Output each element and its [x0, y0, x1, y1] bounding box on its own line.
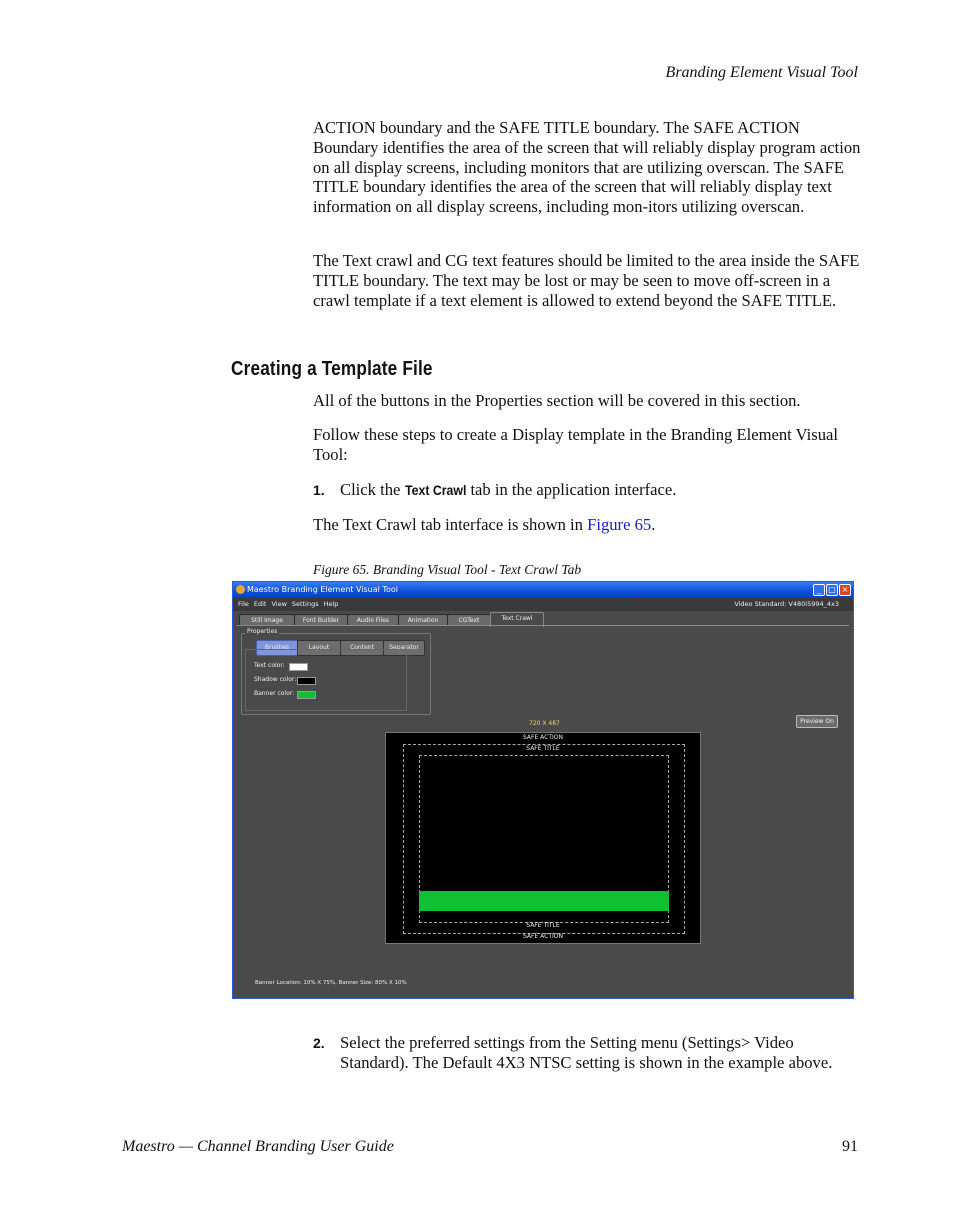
body-paragraph-1 [313, 118, 861, 217]
app-window [232, 581, 854, 999]
section-intro: All of the buttons in the Properties section will be covered in this section. [313, 391, 801, 410]
safe-action-bottom-label: SAFE ACTION [522, 933, 563, 940]
banner-color-swatch[interactable] [297, 691, 316, 699]
layout-button[interactable]: Layout [297, 640, 341, 656]
step-text: Click the [340, 480, 405, 499]
body-paragraph-2 [313, 251, 861, 310]
resolution-label: 720 X 487 [529, 720, 560, 727]
minimize-button[interactable]: _ [813, 584, 825, 596]
tab-font-builder[interactable]: Font Builder [294, 614, 348, 626]
banner-color-label: Banner color: [254, 690, 295, 697]
step-text: tab in the application interface. [466, 480, 677, 499]
step-2-text: Select the preferred settings from the Setting menu (Settings> Video Standard). The Default 4X3 NTSC setting is shown in the example above. [340, 1033, 833, 1072]
safe-title-top-label: SAFE TITLE [526, 745, 560, 752]
step-number: 2. [313, 1035, 325, 1051]
properties-label: Properties [247, 628, 278, 635]
shadow-color-label: Shadow color: [254, 676, 297, 683]
running-header: Branding Element Visual Tool [665, 64, 858, 81]
app-icon [236, 585, 245, 594]
menu-view[interactable]: View [271, 600, 287, 608]
figure-reference [313, 515, 861, 535]
step-number: 1. [313, 482, 325, 498]
step-1 [313, 480, 861, 501]
separator-button[interactable]: Separator [383, 640, 425, 656]
section-heading: Creating a Template File [231, 358, 433, 380]
safe-action-top-label: SAFE ACTION [522, 734, 563, 741]
footer-guide-title: Maestro — Channel Branding User Guide [122, 1138, 394, 1155]
maximize-button[interactable]: □ [826, 584, 838, 596]
title-bar[interactable] [233, 582, 853, 598]
window-title: Maestro Branding Element Visual Tool [247, 585, 398, 594]
shadow-color-swatch[interactable] [297, 677, 316, 685]
paragraph-text: ACTION boundary and the SAFE TITLE boundary. The SAFE ACTION Boundary identifies the area of the screen that will reliably display program action on all display screens, including monitors that are utilizing overscan. The SAFE TITLE boundary identifies the area of the screen that will reliably display text information on all display screens, including mon-itors utilizing overscan. [313, 118, 861, 217]
menu-file[interactable]: File [238, 600, 249, 608]
tab-divider [237, 625, 849, 626]
tab-still-image[interactable]: Still Image [239, 614, 295, 626]
section-follow: Follow these steps to create a Display template in the Branding Element Visual Tool: [313, 425, 838, 464]
figure-link[interactable]: Figure 65 [587, 515, 652, 534]
step-1-text [340, 480, 676, 501]
menu-help[interactable]: Help [323, 600, 339, 608]
content-button[interactable]: Content [340, 640, 384, 656]
preview-on-button[interactable]: Preview On [796, 715, 838, 728]
menu-bar [233, 598, 853, 611]
preview-screen [385, 732, 701, 944]
crawl-banner[interactable] [419, 891, 669, 911]
tab-animation[interactable]: Animation [398, 614, 448, 626]
text-color-swatch[interactable] [289, 663, 308, 671]
status-bar: Banner Location: 10% X 75%, Banner Size: 80% X 10% [255, 980, 407, 986]
menu-settings[interactable]: Settings [291, 600, 319, 608]
ref-text: The Text Crawl tab interface is shown in [313, 515, 588, 534]
page-number: 91 [842, 1138, 858, 1155]
text-color-label: Text color: [254, 662, 285, 669]
step-2 [313, 1033, 861, 1073]
safe-title-bottom-label: SAFE TITLE [526, 922, 560, 929]
ui-keyword: Text Crawl [404, 482, 466, 498]
tab-cgtext[interactable]: CGText [447, 614, 491, 626]
paragraph-text: The Text crawl and CG text features should be limited to the area inside the SAFE TITLE boundary. The text may be lost or may be seen to move off-screen in a crawl template if a text element is allowed to extend beyond the SAFE TITLE. [313, 251, 860, 310]
close-button[interactable]: × [839, 584, 851, 596]
tab-text-crawl[interactable]: Text Crawl [490, 612, 544, 627]
ref-text: . [651, 515, 656, 534]
tab-audio-files[interactable]: Audio Files [347, 614, 399, 626]
brushes-button[interactable]: Brushes [256, 640, 298, 656]
video-standard-label: Video Standard: V480i5994_4x3 [734, 600, 839, 608]
figure-caption: Figure 65. Branding Visual Tool - Text Crawl Tab [313, 562, 582, 577]
menu-edit[interactable]: Edit [253, 600, 267, 608]
